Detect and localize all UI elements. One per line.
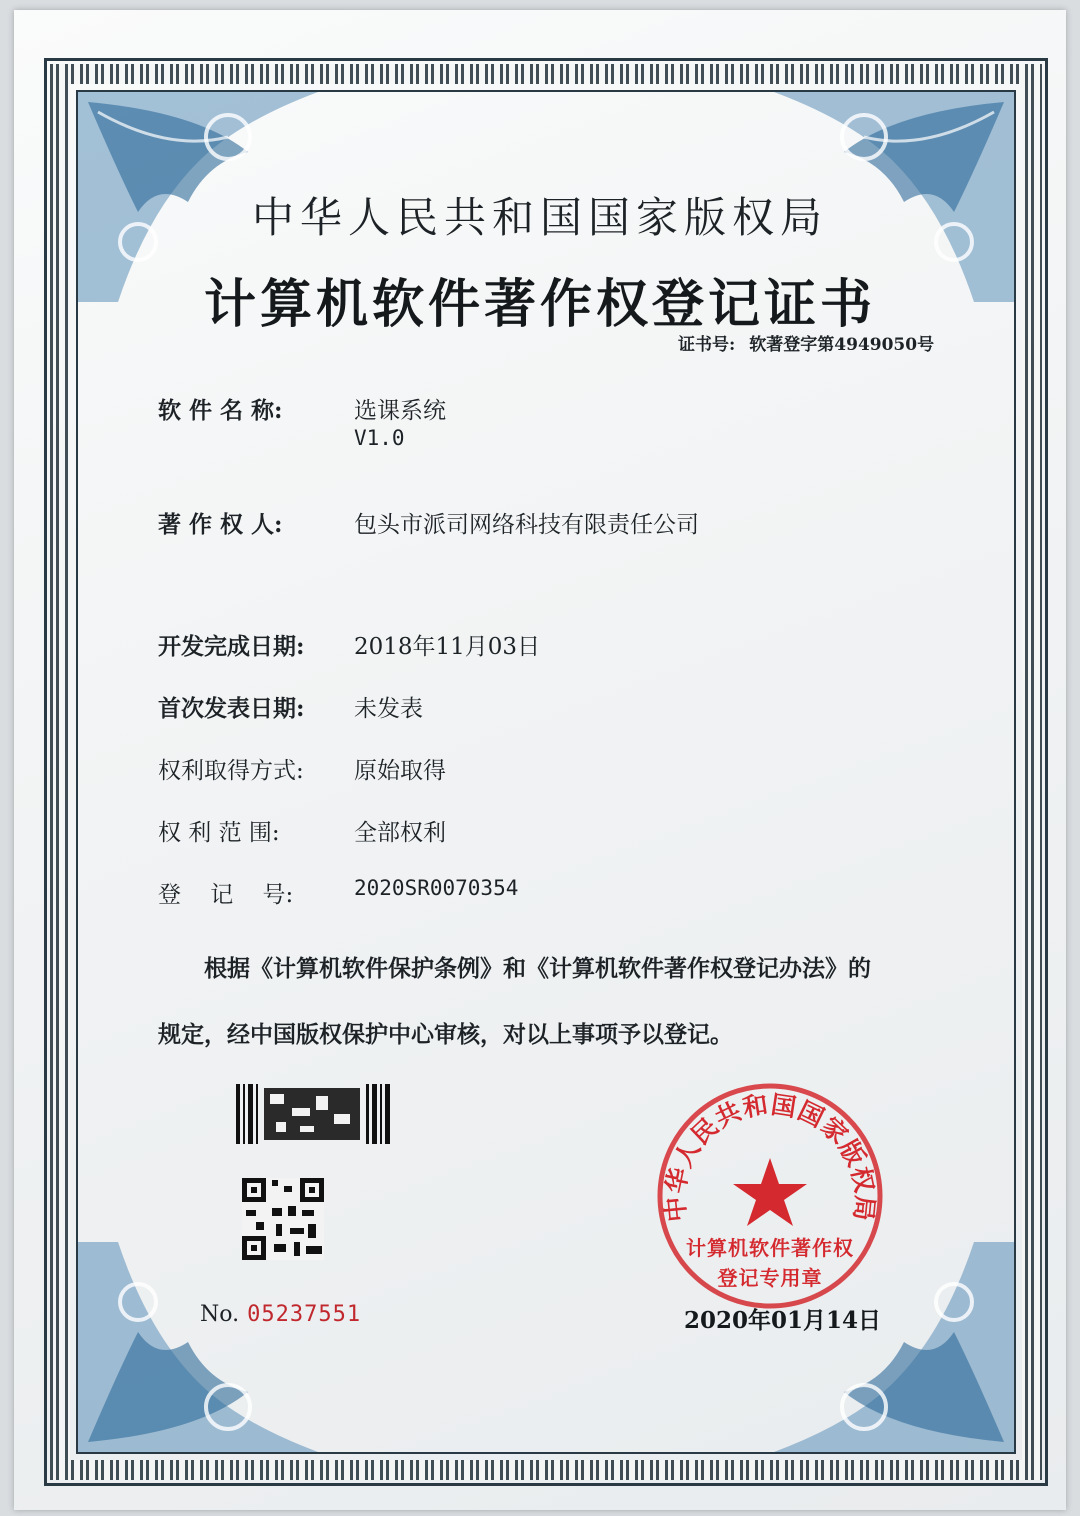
seal-line-2: 登记专用章 [717, 1266, 823, 1290]
first-publish-row [158, 690, 423, 723]
issuing-authority: 中华人民共和国国家版权局 [251, 193, 828, 242]
software-name-label: 软 件 名 称: [158, 397, 283, 424]
qr-code-image [242, 1178, 324, 1260]
barcode-image [236, 1084, 390, 1144]
svg-text:中华人民共和国国家版权局: 中华人民共和国国家版权局 [660, 1089, 880, 1224]
acquisition-label: 权利取得方式: [158, 758, 304, 784]
certificate-title: 计算机软件著作权登记证书 [203, 274, 876, 335]
scope-row [158, 814, 446, 847]
software-name-row [158, 392, 446, 451]
registration-number-value: 2020SR0070354 [354, 876, 519, 900]
statement-line-2: 规定，经中国版权保护中心审核，对以上事项予以登记。 [158, 1021, 733, 1048]
serial-number [200, 1302, 361, 1327]
registration-number-row [158, 876, 518, 909]
completion-date-label: 开发完成日期: [158, 633, 305, 660]
certificate-number-label: 证书号: [678, 335, 736, 355]
software-name-value [354, 392, 446, 451]
copyright-owner-row [158, 506, 699, 539]
scope-value: 全部权利 [354, 820, 446, 846]
software-version: V1.0 [354, 426, 405, 450]
certificate-number-value: 软著登字第4949050号 [749, 335, 935, 355]
seal-line-1: 计算机软件著作权 [686, 1236, 854, 1260]
first-publish-value: 未发表 [354, 696, 423, 722]
completion-date-value: 2018年11月03日 [354, 634, 541, 660]
copyright-owner-value: 包头市派司网络科技有限责任公司 [354, 512, 699, 538]
completion-date-row [158, 628, 540, 661]
corner-ornament-bottom-left [78, 1242, 318, 1452]
certificate-number [678, 330, 934, 355]
acquisition-value: 原始取得 [354, 758, 446, 784]
software-name: 选课系统 [354, 398, 446, 424]
registration-number-label: 登 记 号: [158, 882, 294, 908]
serial-number-value: 05237551 [247, 1302, 362, 1327]
copyright-owner-label: 著 作 权 人: [158, 511, 283, 538]
statement-line-1: 根据《计算机软件保护条例》和《计算机软件著作权登记办法》的 [204, 955, 871, 982]
acquisition-row [158, 752, 446, 785]
first-publish-label: 首次发表日期: [158, 695, 305, 722]
scope-label: 权 利 范 围: [158, 820, 280, 846]
issue-date: 2020年01月14日 [684, 1307, 882, 1334]
serial-label: No. [200, 1302, 240, 1327]
